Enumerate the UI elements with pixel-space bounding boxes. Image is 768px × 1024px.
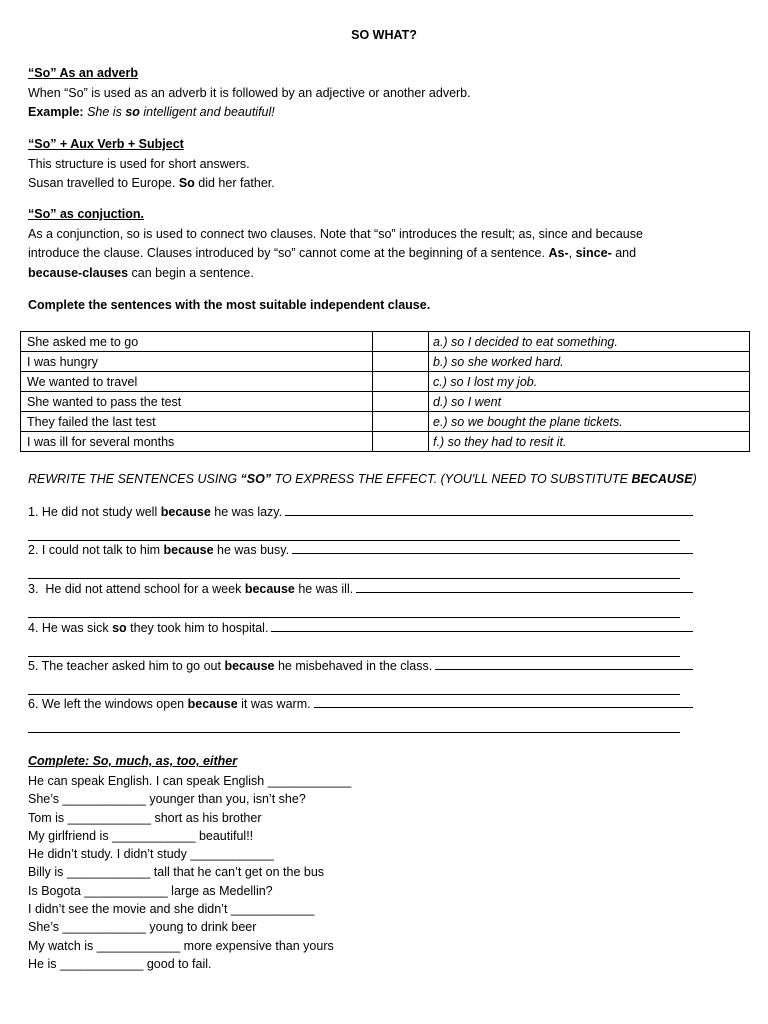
instr-post: ) [692,472,697,486]
section-conjunction-line2 [28,244,743,264]
line2-bold-since: since- [575,246,612,260]
section-conjunction [28,205,743,283]
list-item: He didn’t study. I didn’t study ____________ [28,847,274,862]
rewrite-item [28,619,693,657]
task1-instruction: Complete the sentences with the most suitable independent clause. [28,298,431,312]
section-aux-verb [28,135,743,194]
example-pre: She is [87,105,122,119]
clause-right: d.) so I went [429,392,750,412]
answer-cell[interactable] [373,412,429,432]
item-post: he was lazy. [214,505,283,519]
item-post: he was busy. [217,543,290,557]
section-conjunction-line1: As a conjunction, so is used to connect two clauses. Note that “so” introduces the result; as, since and because [28,226,643,241]
list-item: Billy is ____________ tall that he can’t get on the bus [28,865,325,880]
instr-pre: REWRITE THE SENTENCES USING [28,472,238,486]
item-pre: 1. He did not study well [28,505,158,519]
item-pre: 2. I could not talk to him [28,543,161,557]
example-bold: so [125,105,140,119]
answer-line[interactable] [356,580,693,593]
table-row [21,412,750,432]
answer-line[interactable] [28,720,680,733]
list-item: He can speak English. I can speak English ____________ [28,774,352,788]
clause-left: I was ill for several months [21,432,373,452]
list-item: Tom is ____________ short as his brother [28,810,262,825]
table-row [21,392,750,412]
answer-line[interactable] [28,682,680,695]
instr-mid: TO EXPRESS THE EFFECT. (YOU'LL NEED TO SUBSTITUTE [274,472,628,486]
rewrite-item [28,695,693,733]
clause-right: c.) so I lost my job. [429,372,750,392]
table-row [21,432,750,452]
task3-heading-wrap [28,752,743,772]
item-bold: because [187,697,238,711]
clause-left: They failed the last test [21,412,373,432]
item-pre: 6. We left the windows open [28,697,185,711]
clause-left: We wanted to travel [21,372,373,392]
item-post: he was ill. [298,582,354,596]
item-bold: because [244,582,295,596]
rewrite-item [28,580,693,618]
item-pre: 3. He did not attend school for a week [28,582,242,596]
example-label: Example: [28,105,84,119]
section-conjunction-heading: “So” as conjuction. [28,207,144,221]
line3-post: can begin a sentence. [131,265,254,280]
section-adverb-example [28,103,743,123]
line2-post: did her father. [198,176,275,190]
rewrite-item [28,541,693,579]
line2-pre: Susan travelled to Europe. [28,176,176,190]
clause-left: I was hungry [21,352,373,372]
line2-pre: introduce the clause. Clauses introduced by “so” cannot come at the beginning of a sentence. [28,246,545,260]
item-post: they took him to hospital. [130,621,269,635]
answer-cell[interactable] [373,332,429,352]
line2-post: and [615,246,637,260]
answer-line[interactable] [285,503,693,516]
example-post: intelligent and beautiful! [143,105,275,119]
instr-bold-so: “SO” [240,472,272,486]
answer-line[interactable] [28,605,680,618]
list-item: I didn’t see the movie and she didn’t ____________ [28,902,315,917]
clause-left: She asked me to go [21,332,373,352]
table-row [21,372,750,392]
list-item: My girlfriend is ____________ beautiful!! [28,828,254,843]
list-item: Is Bogota ____________ large as Medellin? [28,883,273,898]
item-post: he misbehaved in the class. [277,659,433,673]
item-bold: because [163,543,214,557]
page-title: SO WHAT? [351,28,417,42]
section-adverb-text: When “So” is used as an adverb it is followed by an adjective or another adverb. [28,85,471,100]
answer-line[interactable] [271,619,693,632]
line2-bold-as: As- [548,246,569,260]
complete-list [28,772,351,973]
clause-right: b.) so she worked hard. [429,352,750,372]
list-item: My watch is ____________ more expensive than yours [28,938,334,953]
clause-right: f.) so they had to resit it. [429,432,750,452]
rewrite-item [28,657,693,695]
clause-right: a.) so I decided to eat something. [429,332,750,352]
answer-line[interactable] [28,644,680,657]
section-adverb-heading: “So” As an adverb [28,66,138,80]
answer-line[interactable] [28,528,680,541]
line3-bold: because-clauses [28,265,129,280]
matching-table [20,331,750,452]
task3-heading: Complete: So, much, as, too, either [28,754,238,768]
section-adverb [28,64,743,123]
item-pre: 5. The teacher asked him to go out [28,659,221,673]
task2-instruction [28,472,697,486]
clause-left: She wanted to pass the test [21,392,373,412]
list-item: She’s ____________ younger than you, isn’t she? [28,792,306,807]
section-conjunction-line3 [28,264,743,284]
clause-right: e.) so we bought the plane tickets. [429,412,750,432]
line2-bold: So [178,176,195,190]
table-row [21,352,750,372]
rewrite-item [28,503,693,541]
item-bold: because [160,505,211,519]
answer-cell[interactable] [373,372,429,392]
instr-bold-because: BECAUSE [631,472,693,486]
answer-line[interactable] [314,695,693,708]
item-bold: because [224,659,275,673]
item-bold: so [112,621,127,635]
line2-sep: , [568,246,573,260]
list-item: She’s ____________ young to drink beer [28,920,257,935]
section-aux-verb-heading: “So” + Aux Verb + Subject [28,137,184,151]
answer-cell[interactable] [373,352,429,372]
list-item: He is ____________ good to fail. [28,956,212,971]
table-row [21,332,750,352]
answer-line[interactable] [28,566,680,579]
item-post: it was warm. [241,697,311,711]
answer-cell[interactable] [373,432,429,452]
answer-line[interactable] [435,657,693,670]
section-aux-verb-line1: This structure is used for short answers. [28,156,250,171]
section-aux-verb-line2 [28,174,743,194]
answer-line[interactable] [292,541,693,554]
item-pre: 4. He was sick [28,621,109,635]
answer-cell[interactable] [373,392,429,412]
